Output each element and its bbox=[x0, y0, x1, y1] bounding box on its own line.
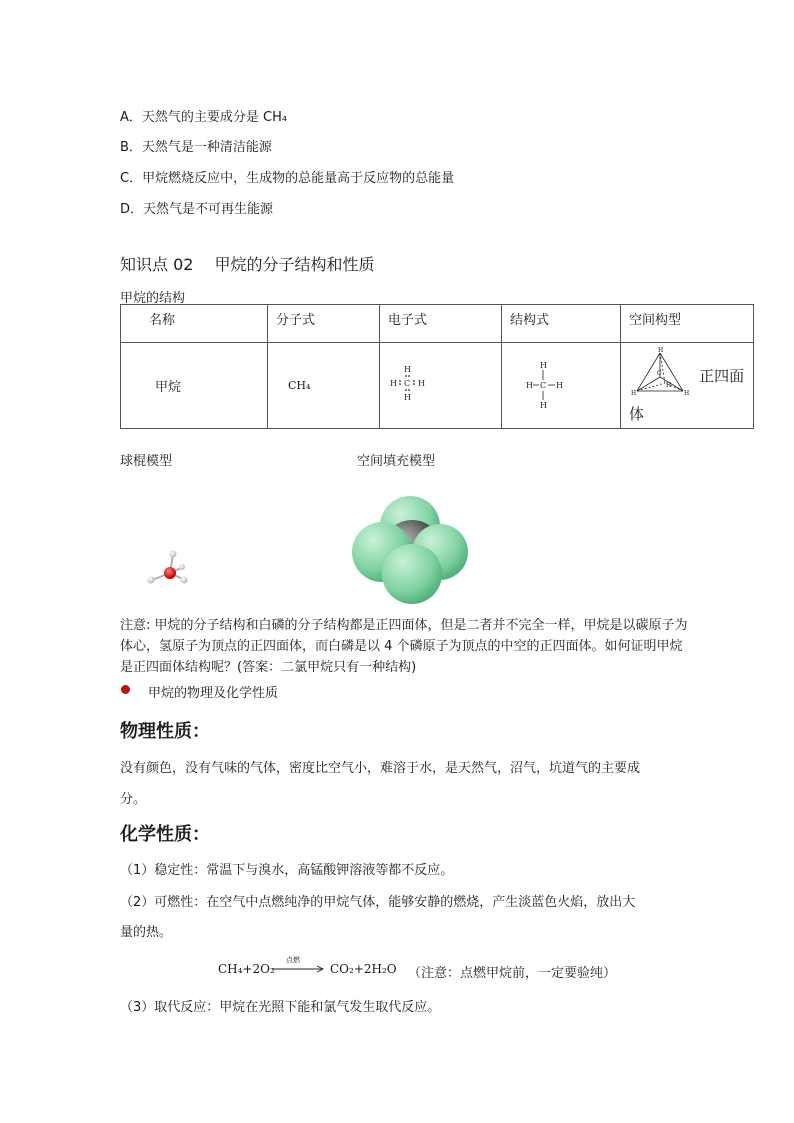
note-paragraph: 注意: 甲烷的分子结构和白磷的分子结构都是正四面体，但是二者并不完全一样，甲烷是以碳原子为体心，氢原子为顶点的正四面体，而白磷是以 4 个磷原子为顶点的中空的正四面体。如何证明甲烷是正四面体结构呢？(答案：二氯甲烷只有一种结构) bbox=[120, 618, 688, 675]
header-name: 名称 bbox=[121, 305, 268, 343]
svg-text:H: H bbox=[684, 390, 690, 397]
cell-structural bbox=[502, 343, 621, 429]
equation-right: CO₂+2H₂O bbox=[330, 962, 397, 976]
svg-text:C: C bbox=[657, 370, 662, 377]
header-structural: 结构式 bbox=[502, 305, 621, 343]
section-title: 知识点 02 甲烷的分子结构和性质 bbox=[120, 255, 375, 274]
physical-heading: 物理性质： bbox=[120, 721, 210, 742]
svg-text:H: H bbox=[631, 390, 637, 397]
space-filling-model-image bbox=[340, 490, 480, 610]
svg-text:H: H bbox=[556, 380, 563, 390]
chemical-item2-line2: 量的热。 bbox=[120, 925, 173, 940]
option-b: B．天然气是一种清洁能源 bbox=[120, 140, 272, 155]
equation-condition: 点燃 bbox=[286, 956, 300, 964]
svg-text:H: H bbox=[418, 378, 425, 388]
cell-name: 甲烷 bbox=[121, 343, 268, 429]
svg-text:H: H bbox=[404, 364, 411, 374]
ball-stick-model-image bbox=[140, 545, 195, 590]
equation-left: CH₄+2O₂ bbox=[218, 962, 275, 976]
svg-text:H: H bbox=[666, 382, 672, 389]
cell-formula: CH₄ bbox=[268, 343, 380, 429]
structure-table bbox=[120, 304, 754, 429]
header-electron: 电子式 bbox=[380, 305, 502, 343]
svg-text:C: C bbox=[404, 378, 411, 388]
tetrahedron-diagram bbox=[629, 347, 691, 403]
space-filling-label: 空间填充模型 bbox=[357, 454, 436, 469]
svg-text:C: C bbox=[540, 380, 547, 390]
option-d: D．天然气是不可再生能源 bbox=[120, 202, 274, 217]
header-formula: 分子式 bbox=[268, 305, 380, 343]
cell-electron bbox=[380, 343, 502, 429]
bullet-dot-icon bbox=[121, 685, 130, 694]
equation-note: （注意：点燃甲烷前，一定要验纯） bbox=[408, 966, 617, 981]
physical-text-line1: 没有颜色，没有气味的气体，密度比空气小，难溶于水，是天然气，沼气，坑道气的主要成 bbox=[120, 761, 641, 776]
chemical-item2-line1: （2）可燃性：在空气中点燃纯净的甲烷气体，能够安静的燃烧，产生淡蓝色火焰，放出大 bbox=[120, 895, 636, 910]
cell-shape bbox=[621, 343, 754, 429]
physical-text-line2: 分。 bbox=[120, 792, 147, 807]
svg-text:H: H bbox=[658, 347, 664, 354]
svg-text:H: H bbox=[390, 378, 397, 388]
svg-text:H: H bbox=[526, 380, 533, 390]
svg-text:H: H bbox=[404, 392, 411, 402]
shape-label: 正四面体 bbox=[629, 366, 745, 423]
structural-formula-diagram bbox=[524, 358, 584, 410]
chemical-item1: （1）稳定性：常温下与溴水，高锰酸钾溶液等都不反应。 bbox=[120, 863, 454, 878]
option-a: A．天然气的主要成分是 CH₄ bbox=[120, 110, 288, 125]
option-c: C．甲烷燃烧反应中，生成物的总能量高于反应物的总能量 bbox=[120, 171, 455, 186]
header-shape: 空间构型 bbox=[621, 305, 754, 343]
ball-stick-label: 球棍模型 bbox=[120, 454, 173, 469]
svg-text:H: H bbox=[540, 360, 547, 370]
table-caption: 甲烷的结构 bbox=[120, 291, 186, 306]
equation-arrow-icon bbox=[272, 964, 328, 974]
svg-text:H: H bbox=[540, 400, 547, 410]
electron-formula-diagram bbox=[388, 362, 448, 406]
chemical-item3: （3）取代反应：甲烷在光照下能和氯气发生取代反应。 bbox=[120, 1000, 441, 1015]
chemical-heading: 化学性质： bbox=[120, 824, 210, 845]
bullet-title: 甲烷的物理及化学性质 bbox=[148, 686, 279, 701]
